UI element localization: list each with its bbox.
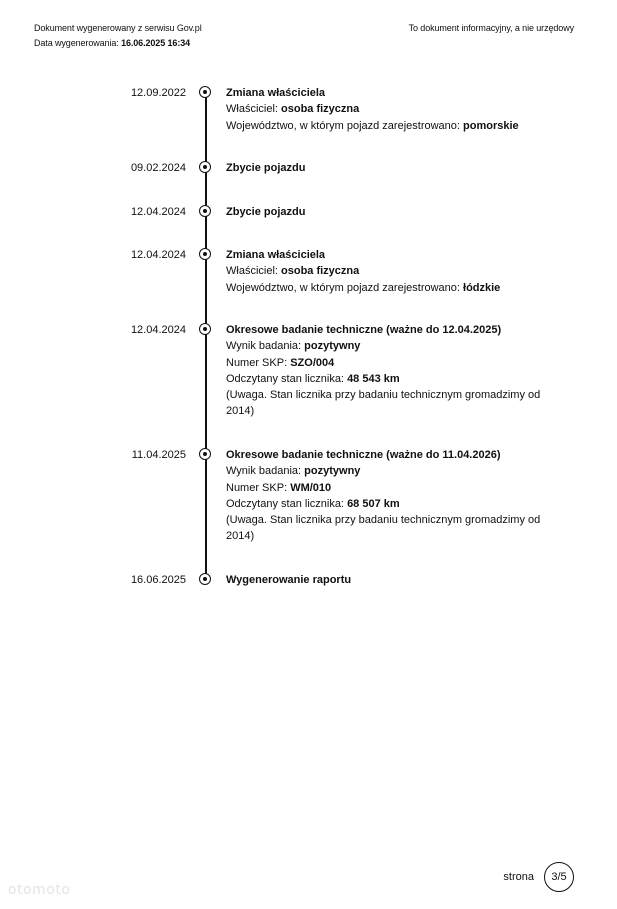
region-line [226, 118, 556, 134]
entry-content [226, 204, 556, 220]
result-value: pozytywny [304, 340, 361, 353]
skp-label: Numer SKP: [226, 481, 288, 494]
entry-title: Zmiana właściciela [226, 249, 326, 261]
entry-date: 12.04.2024 [130, 324, 186, 336]
entry-title: Zbycie pojazdu [226, 162, 306, 174]
owner-label: Właściciel: [226, 265, 278, 278]
entry-content [226, 572, 556, 588]
document-header-left [34, 21, 202, 51]
generation-date-label: Data wygenerowania: [34, 38, 119, 48]
entry-content [226, 85, 556, 134]
note: (Uwaga. Stan licznika przy badaniu technicznym gromadzimy od 2014) [226, 514, 541, 543]
watermark: otomoto [8, 882, 71, 898]
owner-line [226, 101, 556, 117]
timeline-dot-icon [199, 86, 211, 98]
entry-title: Wygenerowanie raportu [226, 574, 352, 586]
entry-content [226, 247, 556, 296]
result-value: pozytywny [304, 465, 361, 478]
page-label: strona [503, 871, 534, 883]
region-label: Województwo, w którym pojazd zarejestrowano: [226, 281, 460, 294]
entry-content [226, 160, 556, 176]
timeline-dot-icon [199, 448, 211, 460]
entry-date: 16.06.2025 [130, 574, 186, 586]
result-line [226, 338, 556, 354]
entry-date: 12.04.2024 [130, 249, 186, 261]
odometer-label: Odczytany stan licznika: [226, 497, 344, 510]
odometer-label: Odczytany stan licznika: [226, 372, 344, 385]
disclaimer: To dokument informacyjny, a nie urzędowy [408, 23, 574, 33]
entry-title: Okresowe badanie techniczne (ważne do 12.04.2025) [226, 324, 502, 336]
region-line [226, 280, 556, 296]
region-value: pomorskie [463, 119, 519, 132]
page-number: 3/5 [544, 862, 574, 892]
entry-date: 09.02.2024 [130, 162, 186, 174]
entry-content [226, 322, 556, 420]
entry-date: 12.09.2022 [130, 87, 186, 99]
odometer-value: 48 543 km [347, 372, 400, 385]
entry-title: Zmiana właściciela [226, 87, 326, 99]
skp-line [226, 480, 556, 496]
generation-date [34, 36, 202, 51]
result-label: Wynik badania: [226, 465, 302, 478]
skp-line [226, 355, 556, 371]
entry-date: 12.04.2024 [130, 206, 186, 218]
owner-value: osoba fizyczna [281, 265, 360, 278]
skp-value: SZO/004 [290, 356, 335, 369]
generation-date-value: 16.06.2025 16:34 [121, 38, 191, 48]
result-line [226, 463, 556, 479]
region-label: Województwo, w którym pojazd zarejestrowano: [226, 119, 460, 132]
odometer-line [226, 496, 556, 512]
timeline-dot-icon [199, 161, 211, 173]
generated-source: Dokument wygenerowany z serwisu Gov.pl [34, 23, 202, 33]
timeline-dot-icon [199, 573, 211, 585]
note: (Uwaga. Stan licznika przy badaniu technicznym gromadzimy od 2014) [226, 389, 541, 418]
skp-label: Numer SKP: [226, 356, 288, 369]
region-value: łódzkie [463, 281, 501, 294]
owner-value: osoba fizyczna [281, 103, 360, 116]
skp-value: WM/010 [290, 481, 332, 494]
entry-date: 11.04.2025 [131, 449, 186, 461]
timeline-dot-icon [199, 323, 211, 335]
result-label: Wynik badania: [226, 340, 302, 353]
entry-title: Zbycie pojazdu [226, 206, 306, 218]
owner-label: Właściciel: [226, 103, 278, 116]
owner-line [226, 263, 556, 279]
odometer-value: 68 507 km [347, 497, 400, 510]
entry-title: Okresowe badanie techniczne (ważne do 11.04.2026) [226, 449, 501, 461]
entry-content [226, 447, 556, 545]
page-footer [503, 862, 574, 892]
timeline-dot-icon [199, 205, 211, 217]
timeline-dot-icon [199, 248, 211, 260]
odometer-line [226, 371, 556, 387]
